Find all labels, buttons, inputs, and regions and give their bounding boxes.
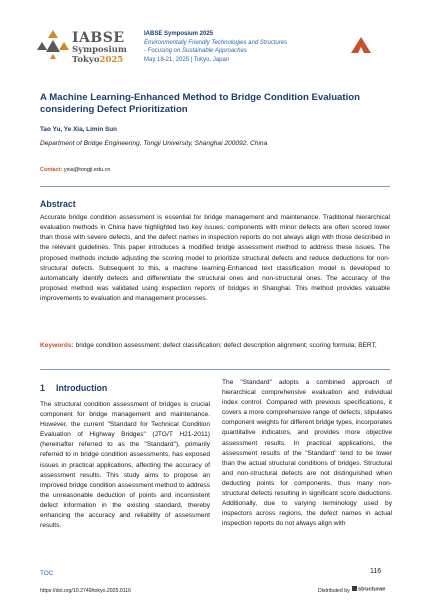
logo-city: Tokyo xyxy=(72,54,100,65)
conference-dates: May 18-21, 2025 | Tokyo, Japan xyxy=(144,56,230,63)
distributed-by-label: Distributed by xyxy=(318,588,350,594)
logo-city-year xyxy=(72,56,127,65)
section-number: 1 xyxy=(40,383,45,393)
contact-email[interactable]: yxia@tongji.edu.cn xyxy=(63,167,111,173)
doi-link[interactable]: https://doi.org/10.2749/tokyo.2025.0116 xyxy=(40,588,132,594)
conference-theme-line2: - Focusing on Sustainable Approaches xyxy=(144,48,247,55)
contact-label: Contact: xyxy=(40,167,63,173)
page-number: 116 xyxy=(370,568,382,575)
paper-affiliation: Department of Bridge Engineering, Tongji University, Shanghai 200092, China xyxy=(40,140,268,147)
divider-top xyxy=(40,186,390,187)
section-title: Introduction xyxy=(56,383,108,393)
paper-contact xyxy=(40,167,110,173)
distributor-logo xyxy=(352,586,385,593)
section-heading-introduction xyxy=(40,383,107,393)
body-column-right: The "Standard" adopts a combined approach of hierarchical comprehensive evaluation and individual index control. Compared with previous specifications, it covers a more comprehensive range of defects, stipulates component weights for different bridge types, incorporates quantitative indicators, and provides more objective assessment results. In practical applications, the assessment results of the "Standard" tend to be lower than the actual structural conditions of bridges. Structural and non-structural defects are not distinguished when deducting points for components, thus many non-structural defects resulting in significant score deductions. Additionally, due to varying terminology used by inspectors across regions, the defect names in actual inspection reports do not always align with xyxy=(222,379,392,528)
logo-iabse: IABSE xyxy=(72,30,125,46)
page-header xyxy=(0,0,424,86)
keywords-text: bridge condition assessment; defect classification; defect description alignment; scoring formula; BERT, xyxy=(75,342,377,349)
structurae-square-icon xyxy=(352,586,357,591)
iabse-logo-wordmark xyxy=(72,31,127,65)
divider-bottom xyxy=(40,369,390,370)
paper-authors: Tao Yu, Ye Xia, Limin Sun xyxy=(40,126,118,133)
logo-symposium: Symposium xyxy=(72,45,127,55)
logo-year: 2025 xyxy=(99,54,124,65)
conference-info xyxy=(144,30,287,64)
structurae-logo-icon xyxy=(350,36,372,54)
iabse-logo-icon xyxy=(36,28,70,60)
conference-theme-line1: Environmentally Friendly Technologies and Structures xyxy=(144,39,288,46)
conference-title: IABSE Symposium 2025 xyxy=(144,31,214,37)
keywords xyxy=(40,341,390,351)
body-column-left: The structural condition assessment of bridges is crucial component for bridge management and maintenance. However, the current "Standard for Technical Condition Evaluation of Highway Bridges" (JTG/T H21-2011) (hereinafter referred to as the "Standard"), primarily referred to in bridge condition assessments, has exposed issues in practical applications, affecting the accuracy of assessment results. This study aims to propose an improved bridge condition assessment method to address the unreasonable deduction of points and inconsistent defect information in the existing standard, thereby enhancing the accuracy and reliability of assessment results. xyxy=(40,401,210,530)
keywords-label: Keywords: xyxy=(40,342,74,349)
toc-link[interactable]: TOC xyxy=(40,570,54,577)
abstract-body: Accurate bridge condition assessment is essential for bridge management and maintenance. Traditional hierarchical evaluation methods in China have highlighted two key issues: components with minor defects are often scored lower than those with severe defects, and the defect names in inspection reports do not always align with those described in the relevant guidelines. This paper introduces a modified bridge assessment method to address these issues. The proposed methods include adjusting the scoring model to prioritize structural defects and reduce deductions for non-structural defects. Subsequent to this, a machine learning-Enhanced text classification model is developed to automatically identify defects and differentiate the structural ones and non-structural ones. The accuracy of the proposed method was validated using inspection reports of bridges in Shanghai. This method provides valuable improvements to evaluation and management processes. xyxy=(40,214,390,303)
abstract-heading: Abstract xyxy=(40,199,76,209)
paper-title: A Machine Learning-Enhanced Method to Bridge Condition Evaluation considering Defect Prioritization xyxy=(40,92,360,116)
distributor-name: structurae xyxy=(358,586,386,593)
